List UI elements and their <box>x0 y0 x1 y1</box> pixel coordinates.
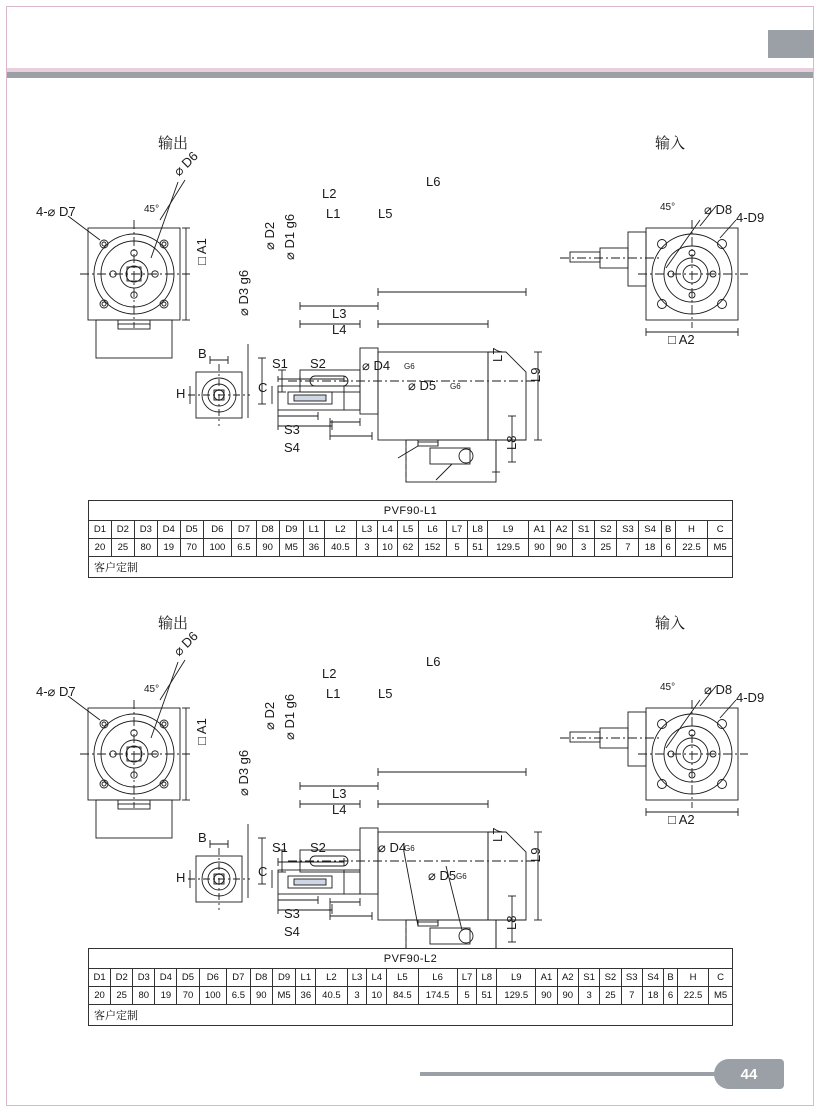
label-angle-1: 45° <box>144 204 160 215</box>
td2-d1: 20 <box>89 987 111 1005</box>
th2-l9: L9 <box>497 969 536 987</box>
label-d4-tol-2: G6 <box>404 844 415 853</box>
td-d2: 25 <box>111 539 134 557</box>
table1-title: PVF90-L1 <box>89 501 733 521</box>
label-l2-1: L2 <box>322 186 337 201</box>
th2-h: H <box>677 969 708 987</box>
label-d2-1: ⌀ D2 <box>262 221 277 250</box>
label-d7-2: 4-⌀ D7 <box>36 684 76 699</box>
label-s1-2: S1 <box>272 840 288 855</box>
th2-d6: D6 <box>199 969 227 987</box>
label-c-1: C <box>258 380 268 395</box>
th-l4: L4 <box>377 521 398 539</box>
th-l9: L9 <box>488 521 529 539</box>
label-h-1: H <box>176 386 186 401</box>
th-d3: D3 <box>134 521 157 539</box>
table2-value-row <box>89 987 733 1005</box>
td2-a1: 90 <box>536 987 557 1005</box>
th-s1: S1 <box>573 521 595 539</box>
label-d5-1: ⌀ D5 <box>408 378 437 393</box>
th-d1: D1 <box>89 521 112 539</box>
label-d5-2: ⌀ D5 <box>428 868 457 883</box>
th-d5: D5 <box>180 521 203 539</box>
td-l2: 40.5 <box>324 539 357 557</box>
th2-d1: D1 <box>89 969 111 987</box>
label-d4-1: ⌀ D4 <box>362 358 391 373</box>
th-d9: D9 <box>279 521 304 539</box>
label-d4-2: ⌀ D4 <box>378 840 407 855</box>
label-l7-1: L7 <box>490 347 505 362</box>
th2-a2: A2 <box>557 969 578 987</box>
td-h: 22.5 <box>675 539 708 557</box>
td-l3: 3 <box>357 539 378 557</box>
td-c: M5 <box>708 539 733 557</box>
th2-c: C <box>709 969 733 987</box>
th2-d8: D8 <box>250 969 272 987</box>
th-a2: A2 <box>550 521 572 539</box>
th2-d2: D2 <box>111 969 133 987</box>
th2-s4: S4 <box>642 969 663 987</box>
td-a2: 90 <box>550 539 572 557</box>
td2-c: M5 <box>709 987 733 1005</box>
td2-d9: M5 <box>272 987 296 1005</box>
label-d6-2: ⌀ D6 <box>170 628 201 659</box>
td-s3: 7 <box>617 539 639 557</box>
th2-l2: L2 <box>316 969 347 987</box>
label-l8-1: L8 <box>504 435 519 450</box>
th-b: B <box>661 521 675 539</box>
td2-l3: 3 <box>347 987 367 1005</box>
th2-s2: S2 <box>600 969 621 987</box>
th-s4: S4 <box>639 521 661 539</box>
label-a2-1: □ A2 <box>668 332 695 347</box>
output-label-2: 输出 <box>158 614 189 632</box>
td2-b: 6 <box>664 987 678 1005</box>
spec-table-l2 <box>88 948 733 1026</box>
th2-l5: L5 <box>387 969 418 987</box>
td-b: 6 <box>661 539 675 557</box>
td-l4: 10 <box>377 539 398 557</box>
label-angle-input-1: 45° <box>660 202 676 213</box>
td2-l4: 10 <box>367 987 387 1005</box>
td-d9: M5 <box>279 539 304 557</box>
label-s1-1: S1 <box>272 356 288 371</box>
label-l4-2: L4 <box>332 802 347 817</box>
label-s4-1: S4 <box>284 440 300 455</box>
th-d6: D6 <box>203 521 232 539</box>
th-d8: D8 <box>256 521 279 539</box>
td2-a2: 90 <box>557 987 578 1005</box>
td-d4: 19 <box>157 539 180 557</box>
label-l9-2: L9 <box>528 847 543 862</box>
table2-header-row <box>89 969 733 987</box>
label-a2-2: □ A2 <box>668 812 695 827</box>
label-s2-1: S2 <box>310 356 326 371</box>
td-a1: 90 <box>528 539 550 557</box>
label-l7-2: L7 <box>490 827 505 842</box>
label-s3-2: S3 <box>284 906 300 921</box>
td-d3: 80 <box>134 539 157 557</box>
th-l3: L3 <box>357 521 378 539</box>
label-b-1: B <box>198 346 207 361</box>
td-l7: 5 <box>447 539 468 557</box>
label-d2-2: ⌀ D2 <box>262 701 277 730</box>
label-l5-1: L5 <box>378 206 393 221</box>
label-l2-2: L2 <box>322 666 337 681</box>
label-l1-2: L1 <box>326 686 341 701</box>
td2-l6: 174.5 <box>418 987 457 1005</box>
label-d6-1: ⌀ D6 <box>170 148 201 179</box>
td-l6: 152 <box>418 539 447 557</box>
label-angle-input-2: 45° <box>660 682 676 693</box>
th-s3: S3 <box>617 521 639 539</box>
td-d5: 70 <box>180 539 203 557</box>
td-l5: 62 <box>398 539 419 557</box>
label-s2-2: S2 <box>310 840 326 855</box>
td2-h: 22.5 <box>677 987 708 1005</box>
th-d7: D7 <box>232 521 257 539</box>
td2-l8: 51 <box>477 987 497 1005</box>
th-c: C <box>708 521 733 539</box>
label-s4-2: S4 <box>284 924 300 939</box>
th-l1: L1 <box>304 521 325 539</box>
th2-l7: L7 <box>457 969 477 987</box>
th-l7: L7 <box>447 521 468 539</box>
label-l6-2: L6 <box>426 654 441 669</box>
td-s2: 25 <box>595 539 617 557</box>
th-d2: D2 <box>111 521 134 539</box>
label-l3-1: L3 <box>332 306 347 321</box>
td2-l9: 129.5 <box>497 987 536 1005</box>
header-corner-tab <box>768 30 814 58</box>
th2-d7: D7 <box>227 969 251 987</box>
label-l1-1: L1 <box>326 206 341 221</box>
th-l5: L5 <box>398 521 419 539</box>
label-l4-1: L4 <box>332 322 347 337</box>
th2-l1: L1 <box>296 969 316 987</box>
td2-d8: 90 <box>250 987 272 1005</box>
label-a1-1: □ A1 <box>193 238 209 265</box>
output-label-1: 输出 <box>158 134 189 152</box>
input-label-2: 输入 <box>655 614 686 632</box>
th2-l8: L8 <box>477 969 497 987</box>
td-l9: 129.5 <box>488 539 529 557</box>
label-b-2: B <box>198 830 207 845</box>
td-d7: 6.5 <box>232 539 257 557</box>
label-a1-2: □ A1 <box>193 718 209 745</box>
th-l8: L8 <box>467 521 488 539</box>
th2-l6: L6 <box>418 969 457 987</box>
td2-s1: 3 <box>578 987 599 1005</box>
label-d4-tol-1: G6 <box>404 362 415 371</box>
page-number: 44 <box>714 1059 784 1089</box>
table1-header-row <box>89 521 733 539</box>
table1-value-row <box>89 539 733 557</box>
td2-d6: 100 <box>199 987 227 1005</box>
table2-note: 客户定制 <box>89 1005 733 1026</box>
label-d9-1: 4-D9 <box>736 210 765 225</box>
label-d9-2: 4-D9 <box>736 690 765 705</box>
label-l8-2: L8 <box>504 915 519 930</box>
header-rule <box>7 72 813 78</box>
td-l1: 36 <box>304 539 325 557</box>
th2-s3: S3 <box>621 969 642 987</box>
label-d5-tol-2: G6 <box>456 872 467 881</box>
label-s3-1: S3 <box>284 422 300 437</box>
td2-d4: 19 <box>155 987 177 1005</box>
th2-b: B <box>664 969 678 987</box>
th-l2: L2 <box>324 521 357 539</box>
th2-l4: L4 <box>367 969 387 987</box>
th2-l3: L3 <box>347 969 367 987</box>
th-s2: S2 <box>595 521 617 539</box>
label-angle-2: 45° <box>144 684 160 695</box>
th-h: H <box>675 521 708 539</box>
label-d8-1: ⌀ D8 <box>704 202 733 217</box>
td2-d2: 25 <box>111 987 133 1005</box>
th2-d9: D9 <box>272 969 296 987</box>
label-h-2: H <box>176 870 186 885</box>
th-l6: L6 <box>418 521 447 539</box>
td2-s3: 7 <box>621 987 642 1005</box>
input-label-1: 输入 <box>655 134 686 152</box>
td2-d5: 70 <box>177 987 199 1005</box>
label-l9-1: L9 <box>528 367 543 382</box>
label-c-2: C <box>258 864 268 879</box>
td2-d3: 80 <box>133 987 155 1005</box>
td2-s4: 18 <box>642 987 663 1005</box>
label-d3-1: ⌀ D3 g6 <box>236 269 251 316</box>
td2-l1: 36 <box>296 987 316 1005</box>
label-d8-2: ⌀ D8 <box>704 682 733 697</box>
td-d1: 20 <box>89 539 112 557</box>
th2-s1: S1 <box>578 969 599 987</box>
td2-d7: 6.5 <box>227 987 251 1005</box>
td-l8: 51 <box>467 539 488 557</box>
th2-d5: D5 <box>177 969 199 987</box>
label-d1-1: ⌀ D1 g6 <box>282 213 297 260</box>
td2-s2: 25 <box>600 987 621 1005</box>
table1-note: 客户定制 <box>89 557 733 578</box>
label-l3-2: L3 <box>332 786 347 801</box>
label-l6-1: L6 <box>426 174 441 189</box>
spec-table-l1 <box>88 500 733 578</box>
label-l5-2: L5 <box>378 686 393 701</box>
td-d6: 100 <box>203 539 232 557</box>
td2-l7: 5 <box>457 987 477 1005</box>
td2-l2: 40.5 <box>316 987 347 1005</box>
th-a1: A1 <box>528 521 550 539</box>
table2-title: PVF90-L2 <box>89 949 733 969</box>
footer-rule <box>420 1072 720 1076</box>
label-d7-1: 4-⌀ D7 <box>36 204 76 219</box>
th2-d4: D4 <box>155 969 177 987</box>
label-d5-tol-1: G6 <box>450 382 461 391</box>
label-d3-2: ⌀ D3 g6 <box>236 749 251 796</box>
td-d8: 90 <box>256 539 279 557</box>
label-d1-2: ⌀ D1 g6 <box>282 693 297 740</box>
th2-a1: A1 <box>536 969 557 987</box>
td2-l5: 84.5 <box>387 987 418 1005</box>
td-s1: 3 <box>573 539 595 557</box>
td-s4: 18 <box>639 539 661 557</box>
th-d4: D4 <box>157 521 180 539</box>
th2-d3: D3 <box>133 969 155 987</box>
